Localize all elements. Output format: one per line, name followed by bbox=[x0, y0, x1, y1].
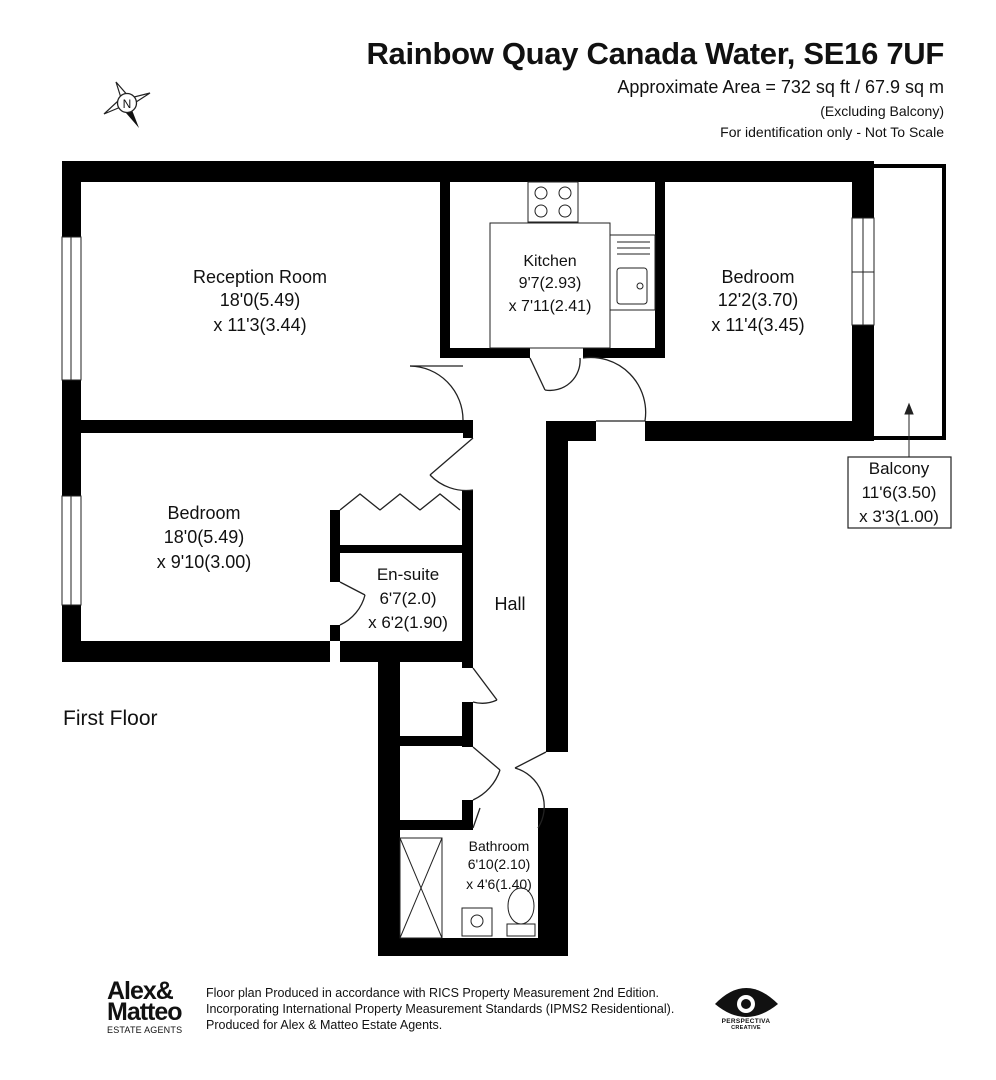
reception-dim1: 18'0(5.49) bbox=[219, 290, 301, 310]
ensuite-dim1: 6'7(2.0) bbox=[379, 589, 437, 608]
bedroom1-dim1: 12'2(3.70) bbox=[717, 290, 799, 310]
floor-label: First Floor bbox=[63, 707, 158, 730]
footer-notes bbox=[206, 985, 674, 1033]
reception-dim2: x 11'3(3.44) bbox=[213, 315, 307, 335]
balcony-dim2: x 3'3(1.00) bbox=[859, 507, 939, 526]
bedroom1-dim2: x 11'4(3.45) bbox=[711, 315, 805, 335]
kitchen-dim1: 9'7(2.93) bbox=[518, 275, 582, 292]
footer-note-line1: Floor plan Produced in accordance with RICS Property Measurement 2nd Edition. bbox=[206, 986, 660, 1000]
balcony-arrow bbox=[905, 404, 913, 458]
alex-matteo-logo: Alex& Matteo ESTATE AGENTS bbox=[107, 977, 183, 1035]
bedroom2-dim2: x 9'10(3.00) bbox=[156, 552, 252, 572]
reception-name: Reception Room bbox=[192, 267, 328, 287]
perspectiva-creative-logo: PERSPECTIVA CREATIVE bbox=[721, 1018, 771, 1031]
ensuite-name: En-suite bbox=[376, 565, 440, 584]
approximate-area: Approximate Area = 732 sq ft / 67.9 sq m bbox=[617, 77, 944, 97]
bedroom2-dim1: 18'0(5.49) bbox=[163, 527, 245, 547]
north-compass-icon bbox=[104, 82, 150, 128]
kitchen-name: Kitchen bbox=[523, 253, 577, 270]
bathroom-dim1: 6'10(2.10) bbox=[467, 856, 531, 872]
excluding-balcony-note: (Excluding Balcony) bbox=[820, 103, 944, 119]
footer-note-line3: Produced for Alex & Matteo Estate Agents. bbox=[206, 1018, 443, 1032]
balcony-dim1: 11'6(3.50) bbox=[861, 483, 937, 502]
bathroom-dim2: x 4'6(1.40) bbox=[466, 876, 532, 892]
plan-title: Rainbow Quay Canada Water, SE16 7UF bbox=[366, 36, 944, 71]
bedroom1-name: Bedroom bbox=[721, 267, 795, 287]
kitchen-dim2: x 7'11(2.41) bbox=[508, 298, 592, 315]
perspectiva-logo-icon bbox=[715, 988, 778, 1017]
balcony-name: Balcony bbox=[868, 459, 930, 478]
identification-note: For identification only - Not To Scale bbox=[720, 124, 944, 140]
footer-note-line2: Incorporating International Property Measurement Standards (IPMS2 Residentional). bbox=[206, 1002, 675, 1016]
compass-north-label: N bbox=[122, 97, 132, 111]
ensuite-dim2: x 6'2(1.90) bbox=[368, 613, 448, 632]
bathroom-name: Bathroom bbox=[468, 838, 530, 854]
hall-name: Hall bbox=[494, 594, 526, 614]
bedroom2-name: Bedroom bbox=[167, 503, 241, 523]
